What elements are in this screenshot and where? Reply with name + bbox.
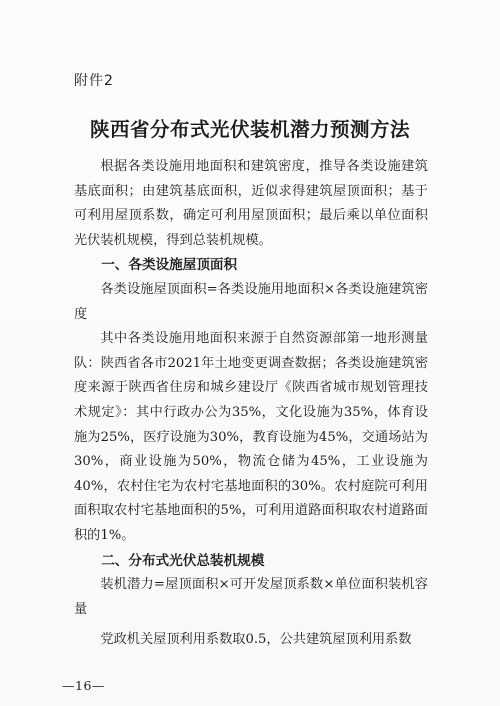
page-title: 陕西省分布式光伏装机潜力预测方法: [89, 118, 410, 141]
section2-heading: 二、分布式光伏总装机规模: [101, 552, 265, 569]
attachment-label: 附件2: [74, 73, 114, 89]
page-number: —16—: [62, 678, 105, 693]
section1-detail: 其中各类设施用地面积来源于自然资源部第一地形测量队：陕西省各市2021年土地变更调查数据；各类设施建筑密度来源于陕西省住房和城乡建设厅《陕西省城市规划管理技术规定》：其中行政办公为35%，文化设施为35%，体育设施为25%，医疗设施为30%，教育设施为45%，交通场站为30%，商业设施为50%，物流仓储为45%，工业设施为40%，农村住宅为农村宅基地面积的30%。农村庭院可利用面积取农村宅基地面积的5%，可利用道路面积取农村道路面积的1%。: [74, 331, 428, 543]
section2-detail: 党政机关屋顶利用系数取0.5，公共建筑屋顶利用系数: [100, 632, 412, 648]
document-body: [74, 155, 428, 653]
section2-formula: 装机潜力=屋顶面积×可开发屋顶系数×单位面积装机容量: [74, 577, 428, 617]
section1-formula: 各类设施屋顶面积=各类设施用地面积×各类设施建筑密度: [74, 281, 428, 322]
section1-heading: 一、各类设施屋顶面积: [101, 257, 238, 274]
intro-paragraph: 根据各类设施用地面积和建筑密度，推导各类设施建筑基底面积；由建筑基底面积，近似求得建筑屋顶面积；基于可利用屋顶系数，确定可利用屋顶面积；最后乘以单位面积光伏装机规模，得到总装机规模。: [74, 159, 428, 248]
